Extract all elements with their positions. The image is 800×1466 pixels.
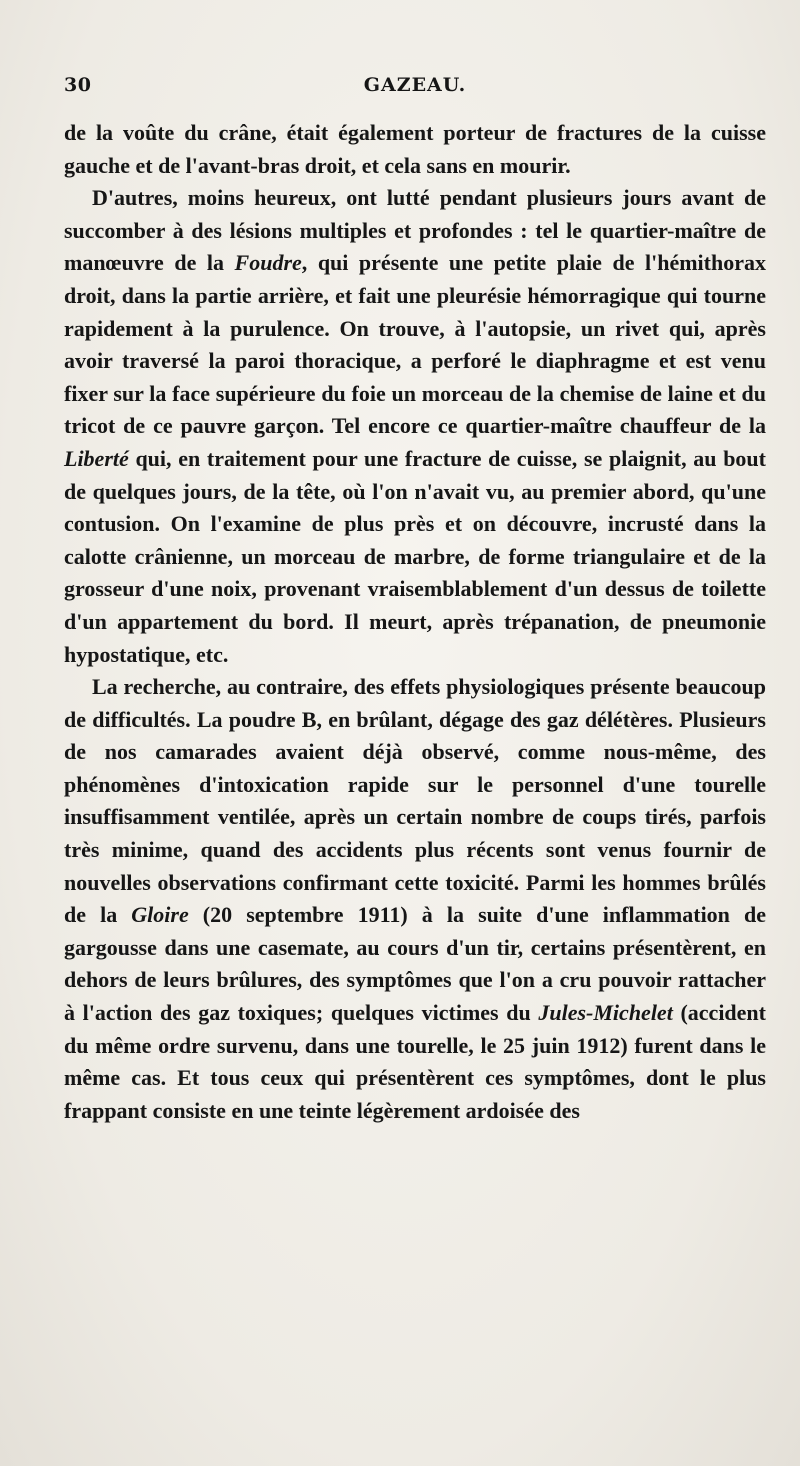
running-title: GAZEAU. <box>363 74 467 96</box>
text-segment: D'autres, moins heureux, ont lutté pendant plusieurs jours avant de succomber à des lésions multiples et profondes : tel le quartier-maître de manœuvre de la <box>64 185 766 276</box>
body-text <box>64 117 766 1127</box>
ship-name-jules-michelet: Jules-Michelet <box>538 1000 673 1026</box>
text-segment: (accident du même ordre survenu, dans une tourelle, le 25 juin 1912) furent dans le même cas. Et tous ceux qui présentèrent ces symptômes, dont le plus frappant consiste en une teinte légèrement ardoisée des <box>64 1000 766 1123</box>
paragraph-3 <box>64 671 766 1127</box>
text-segment: de la voûte du crâne, était également porteur de fractures de la cuisse gauche et de l'avant-bras droit, et cela sans en mourir. <box>64 120 766 178</box>
ship-name-liberte: Liberté <box>64 445 129 471</box>
paragraph-1 <box>64 117 766 182</box>
page-header <box>64 74 766 104</box>
text-segment: (20 septembre 1911) à la suite d'une inflammation de gargousse dans une casemate, au cours d'un tir, certains présentèrent, en dehors de leurs brûlures, des symptômes que l'on a cru pouvoir rattacher à l'action des gaz toxiques; quelques victimes du <box>64 902 766 1026</box>
paragraph-2 <box>64 182 766 671</box>
ship-name-gloire: Gloire <box>131 902 189 928</box>
ship-name-foudre: Foudre <box>234 250 302 276</box>
page-number: 30 <box>64 74 92 96</box>
text-segment: La recherche, au contraire, des effets physiologiques présente beaucoup de difficultés. La poudre B, en brûlant, dégage des gaz délétères. Plusieurs de nos camarades avaient déjà observé, comme nous-même, des phénomènes d'intoxication rapide sur le personnel d'une tourelle insuffisamment ventilée, après un certain nombre de coups tirés, parfois très minime, quand des accidents plus récents sont venus fournir de nouvelles observations confirmant cette toxicité. Parmi les hommes brûlés de la <box>64 674 766 928</box>
text-segment: , qui présente une petite plaie de l'hémithorax droit, dans la partie arrière, et fait une pleurésie hémorragique qui tourne rapidement à la purulence. On trouve, à l'autopsie, un rivet qui, après avoir traversé la paroi thoracique, a perforé le diaphragme et est venu fixer sur la face supérieure du foie un morceau de la chemise de laine et du tricot de ce pauvre garçon. Tel encore ce quartier-maître chauffeur de la <box>64 250 766 439</box>
text-segment: qui, en traitement pour une fracture de cuisse, se plaignit, au bout de quelques jours, de la tête, où l'on n'avait vu, au premier abord, qu'une contusion. On l'examine de plus près et on découvre, incrusté dans la calotte crânienne, un morceau de marbre, de forme triangulaire et de la grosseur d'une noix, provenant vraisemblablement d'un dessus de toilette d'un appartement du bord. Il meurt, après trépanation, de pneumonie hypostatique, etc. <box>64 445 766 667</box>
